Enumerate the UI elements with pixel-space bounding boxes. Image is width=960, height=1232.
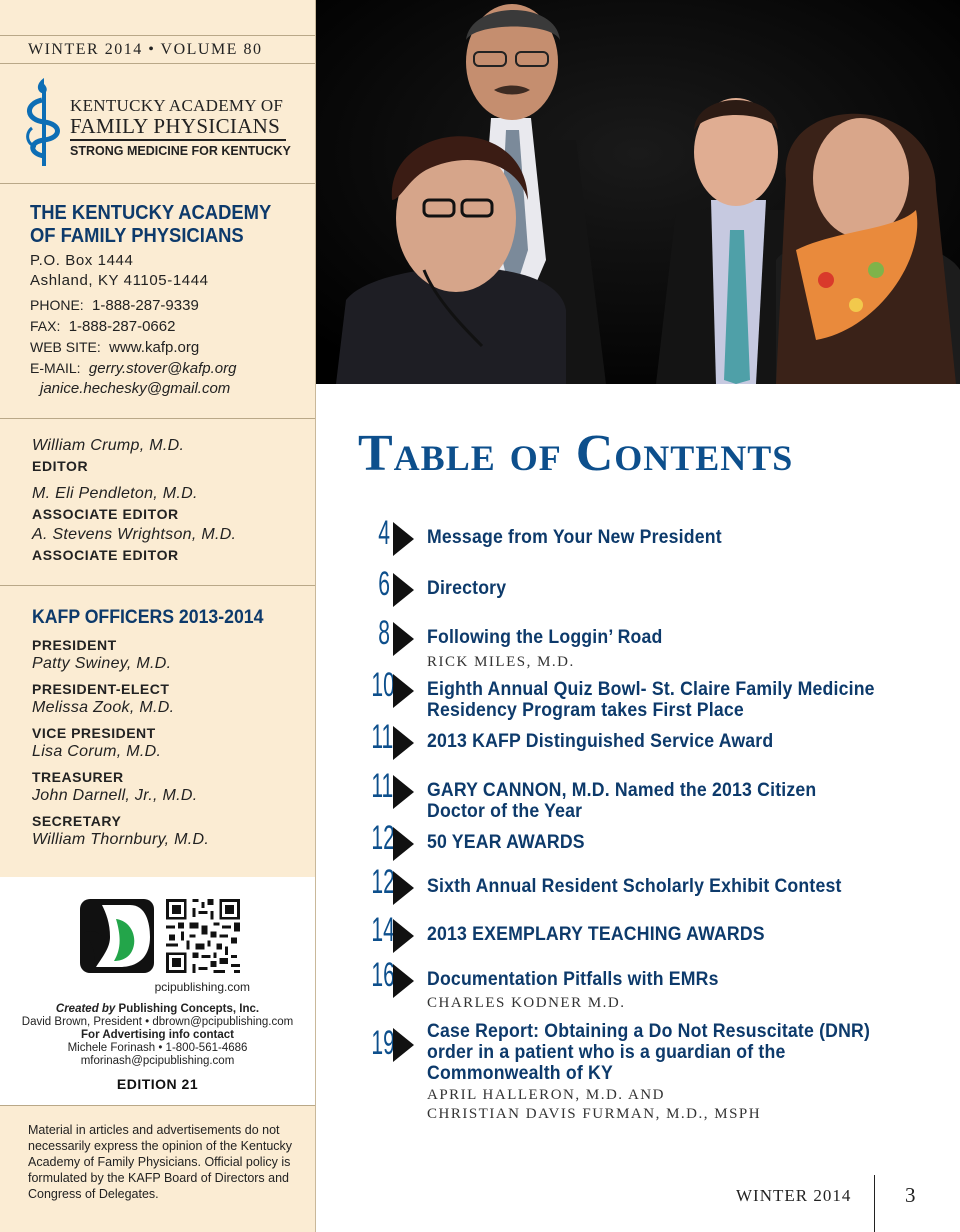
cover-photo: [316, 0, 960, 384]
toc-entry-title[interactable]: 50 YEAR AWARDS: [427, 832, 585, 853]
toc-entry-title[interactable]: Message from Your New President: [427, 527, 722, 548]
publisher-company: Publishing Concepts, Inc.: [118, 1003, 260, 1015]
logo: [70, 97, 291, 159]
web-row: [30, 337, 310, 358]
fax-label: FAX:: [30, 318, 61, 334]
officer-name: Lisa Corum, M.D.: [32, 743, 162, 760]
officer-role: TREASURER: [32, 769, 124, 785]
arrow-icon: [393, 871, 414, 905]
editor-name: M. Eli Pendleton, M.D.: [32, 485, 198, 502]
org-name-line-1: THE KENTUCKY ACADEMY: [30, 202, 272, 224]
fax-row: [30, 316, 310, 337]
toc-entry-author: CHRISTIAN DAVIS FURMAN, M.D., MSPH: [427, 1106, 762, 1122]
officer-name: William Thornbury, M.D.: [32, 831, 210, 848]
phone-value: 1-888-287-9339: [92, 297, 199, 314]
officer-role: VICE PRESIDENT: [32, 725, 156, 741]
toc-page-number: 12: [371, 863, 395, 901]
toc-entry-title[interactable]: Documentation Pitfalls with EMRs: [427, 969, 719, 990]
address: [30, 251, 310, 291]
logo-rule: [70, 139, 286, 141]
toc-entry-title[interactable]: Case Report: Obtaining a Do Not Resuscitate (DNR) order in a patient who is a guardian of the Commonwealth of KY: [427, 1021, 871, 1084]
editor-role: ASSOCIATE EDITOR: [32, 547, 179, 563]
divider: [0, 1105, 315, 1106]
arrow-icon: [393, 522, 414, 556]
qr-code-icon[interactable]: [166, 899, 240, 973]
arrow-icon: [393, 827, 414, 861]
phone-label: PHONE:: [30, 297, 84, 313]
email-row-2: [30, 379, 310, 399]
issue-label: WINTER 2014 • VOLUME 80: [28, 41, 263, 58]
arrow-icon: [393, 919, 414, 953]
page-number: 3: [905, 1183, 916, 1207]
org-name-line-2: OF FAMILY PHYSICIANS: [30, 225, 244, 247]
toc-entry-title[interactable]: Sixth Annual Resident Scholarly Exhibit Contest: [427, 876, 842, 897]
toc-page-number: 10: [371, 666, 395, 704]
toc-page-number: 16: [371, 956, 395, 994]
email-link-1[interactable]: gerry.stover@kafp.org: [88, 360, 237, 377]
divider: [874, 1175, 875, 1232]
email-link-2[interactable]: janice.hechesky@gmail.com: [40, 380, 231, 397]
officers: [32, 606, 312, 856]
divider: [0, 183, 315, 184]
toc-entry-author: CHARLES KODNER M.D.: [427, 995, 626, 1011]
footer-issue: WINTER 2014: [736, 1186, 852, 1205]
phone-row: [30, 295, 310, 316]
email-label: E-MAIL:: [30, 360, 81, 376]
publisher-logo-icon: [80, 899, 154, 973]
logo-tagline: STRONG MEDICINE FOR KENTUCKY: [70, 144, 291, 158]
toc-page-number: 6: [378, 565, 390, 603]
advertising-label: For Advertising info contact: [81, 1029, 234, 1041]
toc-entry-title[interactable]: Directory: [427, 578, 507, 599]
arrow-icon: [393, 726, 414, 760]
toc-title: Table of Contents: [358, 425, 794, 482]
officer-name: Patty Swiney, M.D.: [32, 655, 172, 672]
arrow-icon: [393, 1028, 414, 1062]
web-link[interactable]: www.kafp.org: [109, 339, 200, 356]
advertising-email[interactable]: mforinash@pcipublishing.com: [80, 1055, 235, 1067]
logo-line-1: KENTUCKY ACADEMY OF: [70, 96, 284, 115]
caduceus-icon: [22, 74, 66, 170]
publisher-box: [0, 877, 315, 1105]
toc-page-number: 11: [371, 718, 394, 756]
toc-page-number: 8: [378, 614, 390, 652]
divider: [0, 418, 315, 419]
divider: [0, 35, 315, 36]
toc-page-number: 11: [371, 767, 394, 805]
arrow-icon: [393, 964, 414, 998]
divider: [0, 585, 315, 586]
web-label: WEB SITE:: [30, 339, 101, 355]
contact-info: [30, 295, 310, 399]
advertising-contact: Michele Forinash • 1-800-561-4686: [67, 1042, 248, 1054]
email-row: [30, 358, 310, 379]
toc-page-number: 4: [378, 514, 390, 552]
editor-role: ASSOCIATE EDITOR: [32, 506, 179, 522]
sidebar: [0, 0, 316, 1232]
arrow-icon: [393, 775, 414, 809]
fax-value: 1-888-287-0662: [68, 318, 176, 335]
arrow-icon: [393, 622, 414, 656]
address-line-1: P.O. Box 1444: [30, 252, 134, 269]
logo-line-2: FAMILY PHYSICIANS: [70, 114, 281, 138]
disclaimer: Material in articles and advertisements do not necessarily express the opinion of the Kentucky Academy of Family Physicians. Official policy is formulated by the KAFP Board of Directors and Congress of Delegates.: [28, 1123, 293, 1201]
officer-name: Melissa Zook, M.D.: [32, 699, 175, 716]
toc-entry-author: APRIL HALLERON, M.D. AND: [427, 1087, 665, 1103]
officer-role: PRESIDENT-ELECT: [32, 681, 170, 697]
toc-page-number: 12: [371, 819, 395, 857]
editor-role: EDITOR: [32, 458, 89, 474]
officers-heading: KAFP OFFICERS 2013-2014: [32, 607, 264, 628]
edition-label: EDITION 21: [116, 1076, 199, 1092]
publisher-url[interactable]: pcipublishing.com: [154, 980, 250, 994]
editors: [32, 436, 312, 566]
created-by-line: [0, 1003, 315, 1016]
created-by-label: Created by: [55, 1003, 116, 1015]
address-line-2: Ashland, KY 41105-1444: [30, 272, 209, 289]
toc-entry-title[interactable]: Following the Loggin’ Road: [427, 627, 663, 648]
officer-role: SECRETARY: [32, 813, 122, 829]
toc-page-number: 19: [371, 1024, 395, 1062]
officer-role: PRESIDENT: [32, 637, 117, 653]
publisher-credits: [0, 1003, 315, 1068]
publisher-president: David Brown, President • dbrown@pcipublishing.com: [21, 1016, 294, 1028]
toc-entry-title[interactable]: 2013 EXEMPLARY TEACHING AWARDS: [427, 924, 765, 945]
divider: [0, 63, 315, 64]
toc-page-number: 14: [371, 911, 395, 949]
arrow-icon: [393, 674, 414, 708]
editor-name: William Crump, M.D.: [32, 437, 185, 454]
toc-entry-author: RICK MILES, M.D.: [427, 654, 575, 670]
toc-entry-title[interactable]: Eighth Annual Quiz Bowl- St. Claire Family Medicine Residency Program takes First Place: [427, 679, 875, 721]
toc-entry-title[interactable]: 2013 KAFP Distinguished Service Award: [427, 731, 774, 752]
toc-entry-title[interactable]: GARY CANNON, M.D. Named the 2013 Citizen Doctor of the Year: [427, 780, 817, 822]
officer-name: John Darnell, Jr., M.D.: [32, 787, 198, 804]
editor-name: A. Stevens Wrightson, M.D.: [32, 526, 237, 543]
org-contact: [30, 202, 310, 399]
arrow-icon: [393, 573, 414, 607]
